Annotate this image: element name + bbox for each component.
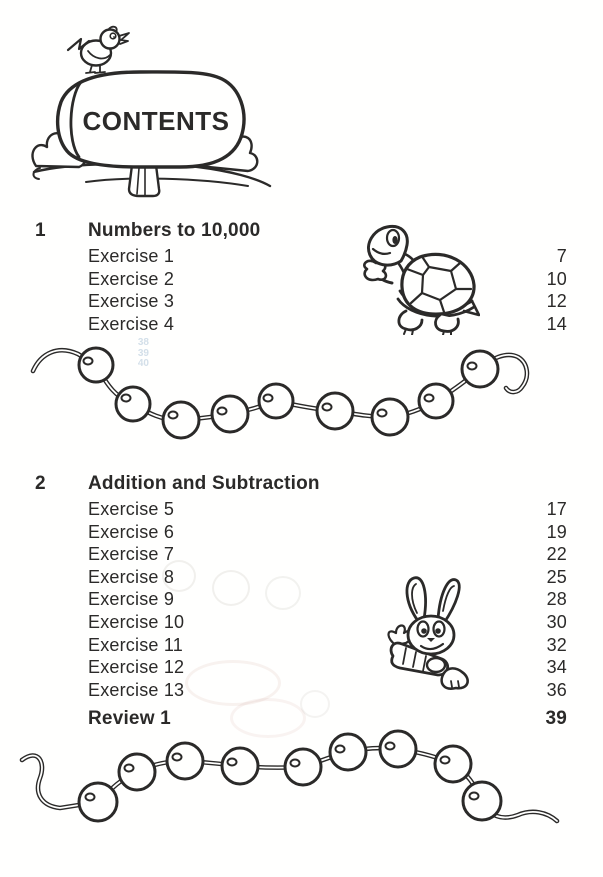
toc-row — [35, 521, 567, 544]
page-number: 30 — [546, 611, 567, 632]
exercise-label: Exercise 2 — [88, 268, 175, 289]
page-number: 12 — [546, 291, 567, 312]
section-number: 1 — [35, 220, 46, 241]
exercise-label: Exercise 5 — [88, 499, 175, 519]
review-label: Review 1 — [88, 708, 171, 729]
toc-row — [35, 543, 567, 566]
exercise-label: Exercise 8 — [88, 566, 175, 587]
toc-row — [35, 634, 567, 657]
contents-sign-illustration — [28, 22, 278, 204]
exercise-label: Exercise 9 — [88, 589, 175, 610]
exercise-label: Exercise 11 — [88, 634, 183, 655]
turtle-illustration — [356, 223, 480, 335]
page-number: 19 — [546, 521, 567, 542]
section-heading — [35, 472, 567, 496]
page-number: 34 — [546, 657, 567, 678]
exercise-label: Exercise 3 — [88, 291, 175, 312]
bead-string-divider — [28, 341, 576, 446]
page-number: 25 — [546, 566, 567, 587]
toc-row — [35, 290, 567, 313]
toc-row — [35, 656, 567, 679]
showthrough-numbers: 38 39 40 — [137, 337, 149, 369]
page-number: 36 — [546, 679, 567, 700]
section-title: Numbers to 10,000 — [88, 220, 261, 241]
toc-row — [35, 611, 567, 634]
turtle-shell — [402, 254, 474, 314]
page-number: 14 — [546, 313, 567, 334]
toc-row — [35, 245, 567, 268]
sign-post — [129, 165, 159, 196]
section-heading — [35, 219, 567, 243]
bead-string-divider — [10, 724, 595, 836]
toc-row — [35, 679, 567, 702]
exercise-label: Exercise 10 — [88, 611, 185, 632]
section-number: 2 — [35, 473, 46, 494]
exercise-label: Exercise 1 — [88, 246, 175, 266]
toc-row — [35, 268, 567, 291]
page-number: 22 — [546, 544, 567, 565]
exercise-label: Exercise 6 — [88, 521, 175, 542]
toc-row — [35, 498, 567, 521]
section-title: Addition and Subtraction — [88, 473, 320, 494]
exercise-label: Exercise 7 — [88, 544, 175, 565]
page-number: 28 — [546, 589, 567, 610]
toc-row — [35, 588, 567, 611]
exercise-label: Exercise 12 — [88, 657, 185, 678]
bird-icon — [68, 27, 129, 73]
beads — [79, 731, 501, 821]
page-number: 39 — [545, 708, 567, 729]
toc-section-1 — [35, 219, 567, 335]
exercise-label: Exercise 13 — [88, 679, 185, 700]
page-number: 10 — [546, 268, 567, 289]
exercise-label: Exercise 4 — [88, 313, 175, 334]
rabbit-illustration — [384, 575, 480, 695]
toc-section-2 — [35, 472, 567, 701]
page-number: 17 — [546, 499, 567, 519]
toc-row — [35, 566, 567, 589]
page-title: CONTENTS — [82, 106, 230, 136]
toc-row — [35, 313, 567, 336]
page-number: 7 — [556, 246, 567, 266]
page-number: 32 — [546, 634, 567, 655]
